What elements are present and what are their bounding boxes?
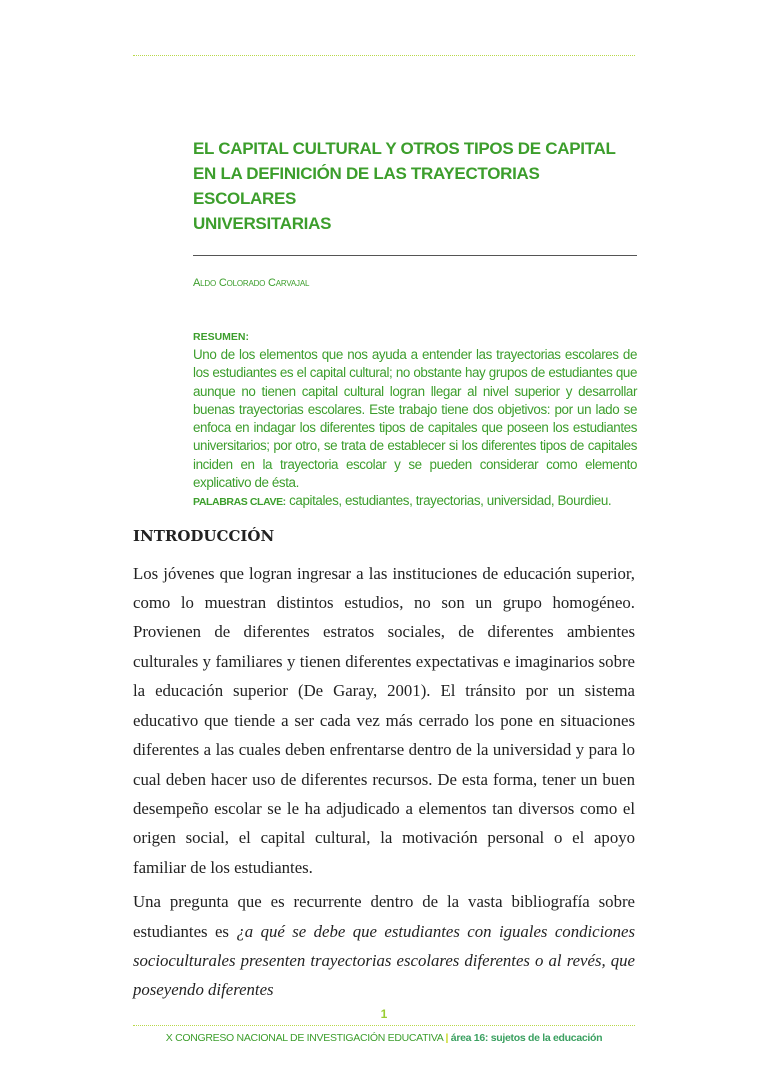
paragraph-italic-question: ¿a qué se debe que estudiantes con iguales condiciones socioculturales presenten trayectorias escolares diferentes o al revés, que poseyendo diferentes — [133, 921, 636, 1000]
author-name: Aldo Colorado Carvajal — [193, 277, 310, 289]
page-number: 1 — [380, 1006, 388, 1021]
abstract — [193, 346, 637, 512]
body-paragraph: Los jóvenes que logran ingresar a las instituciones de educación superior, como lo muestran distintos estudios, no son un grupo homogéneo. Provienen de diferentes estratos sociales, de diferentes ambientes culturales y familiares y tienen diferentes expectativas e imaginarios sobre la educación superior (De Garay, 2001). El tránsito por un sistema educativo que tiende a ser cada vez más cerrado los pone en situaciones diferentes a las cuales deben enfrentarse dentro de la universidad y para lo cual deben hacer uso de diferentes recursos. De esta forma, tener un buen desempeño escolar se le ha adjudicado a elementos tan diversos como el origen social, el capital cultural, la motivación personal o el apoyo familiar de los estudiantes. — [133, 563, 635, 877]
abstract-text: Uno de los elementos que nos ayuda a entender las trayectorias escolares de los estudiantes es el capital cultural; no obstante hay grupos de estudiantes que aunque no tienen capital cultural logran llegar al nivel superior y desarrollar buenas trayectorias escolares. Este trabajo tiene dos objetivos: por un lado se enfoca en indagar los diferentes tipos de capitales que poseen los estudiantes universitarios; por otro, se trata de establecer si los diferentes tipos de capitales inciden en la trayectoria escolar y se pueden considerar como elemento explicativo de ésta. — [193, 347, 637, 491]
paper-title — [193, 136, 633, 236]
footer-congress: X CONGRESO NACIONAL DE INVESTIGACIÓN EDUCATIVA — [165, 1031, 443, 1044]
keywords-label: PALABRAS CLAVE: — [193, 496, 286, 509]
page-footer — [0, 1031, 768, 1085]
abstract-label: RESUMEN: — [193, 331, 250, 343]
section-heading: INTRODUCCIÓN — [133, 526, 275, 545]
title-line: UNIVERSITARIAS — [193, 214, 332, 233]
header-dotted-rule — [133, 55, 635, 56]
title-line: EL CAPITAL CULTURAL Y OTROS TIPOS DE CAPITAL — [193, 139, 616, 158]
footer-separator: | — [445, 1031, 449, 1044]
body-paragraph — [133, 887, 635, 1005]
paragraph-text: Una pregunta que es recurrente dentro de la vasta bibliografía sobre estudiantes es — [133, 892, 635, 941]
footer-dotted-rule — [133, 1025, 635, 1026]
title-line: EN LA DEFINICIÓN DE LAS TRAYECTORIAS ESCOLARES — [193, 164, 540, 208]
footer-area: área 16: sujetos de la educación — [450, 1031, 603, 1044]
keywords: capitales, estudiantes, trayectorias, universidad, Bourdieu. — [289, 493, 612, 509]
title-divider — [193, 255, 637, 256]
